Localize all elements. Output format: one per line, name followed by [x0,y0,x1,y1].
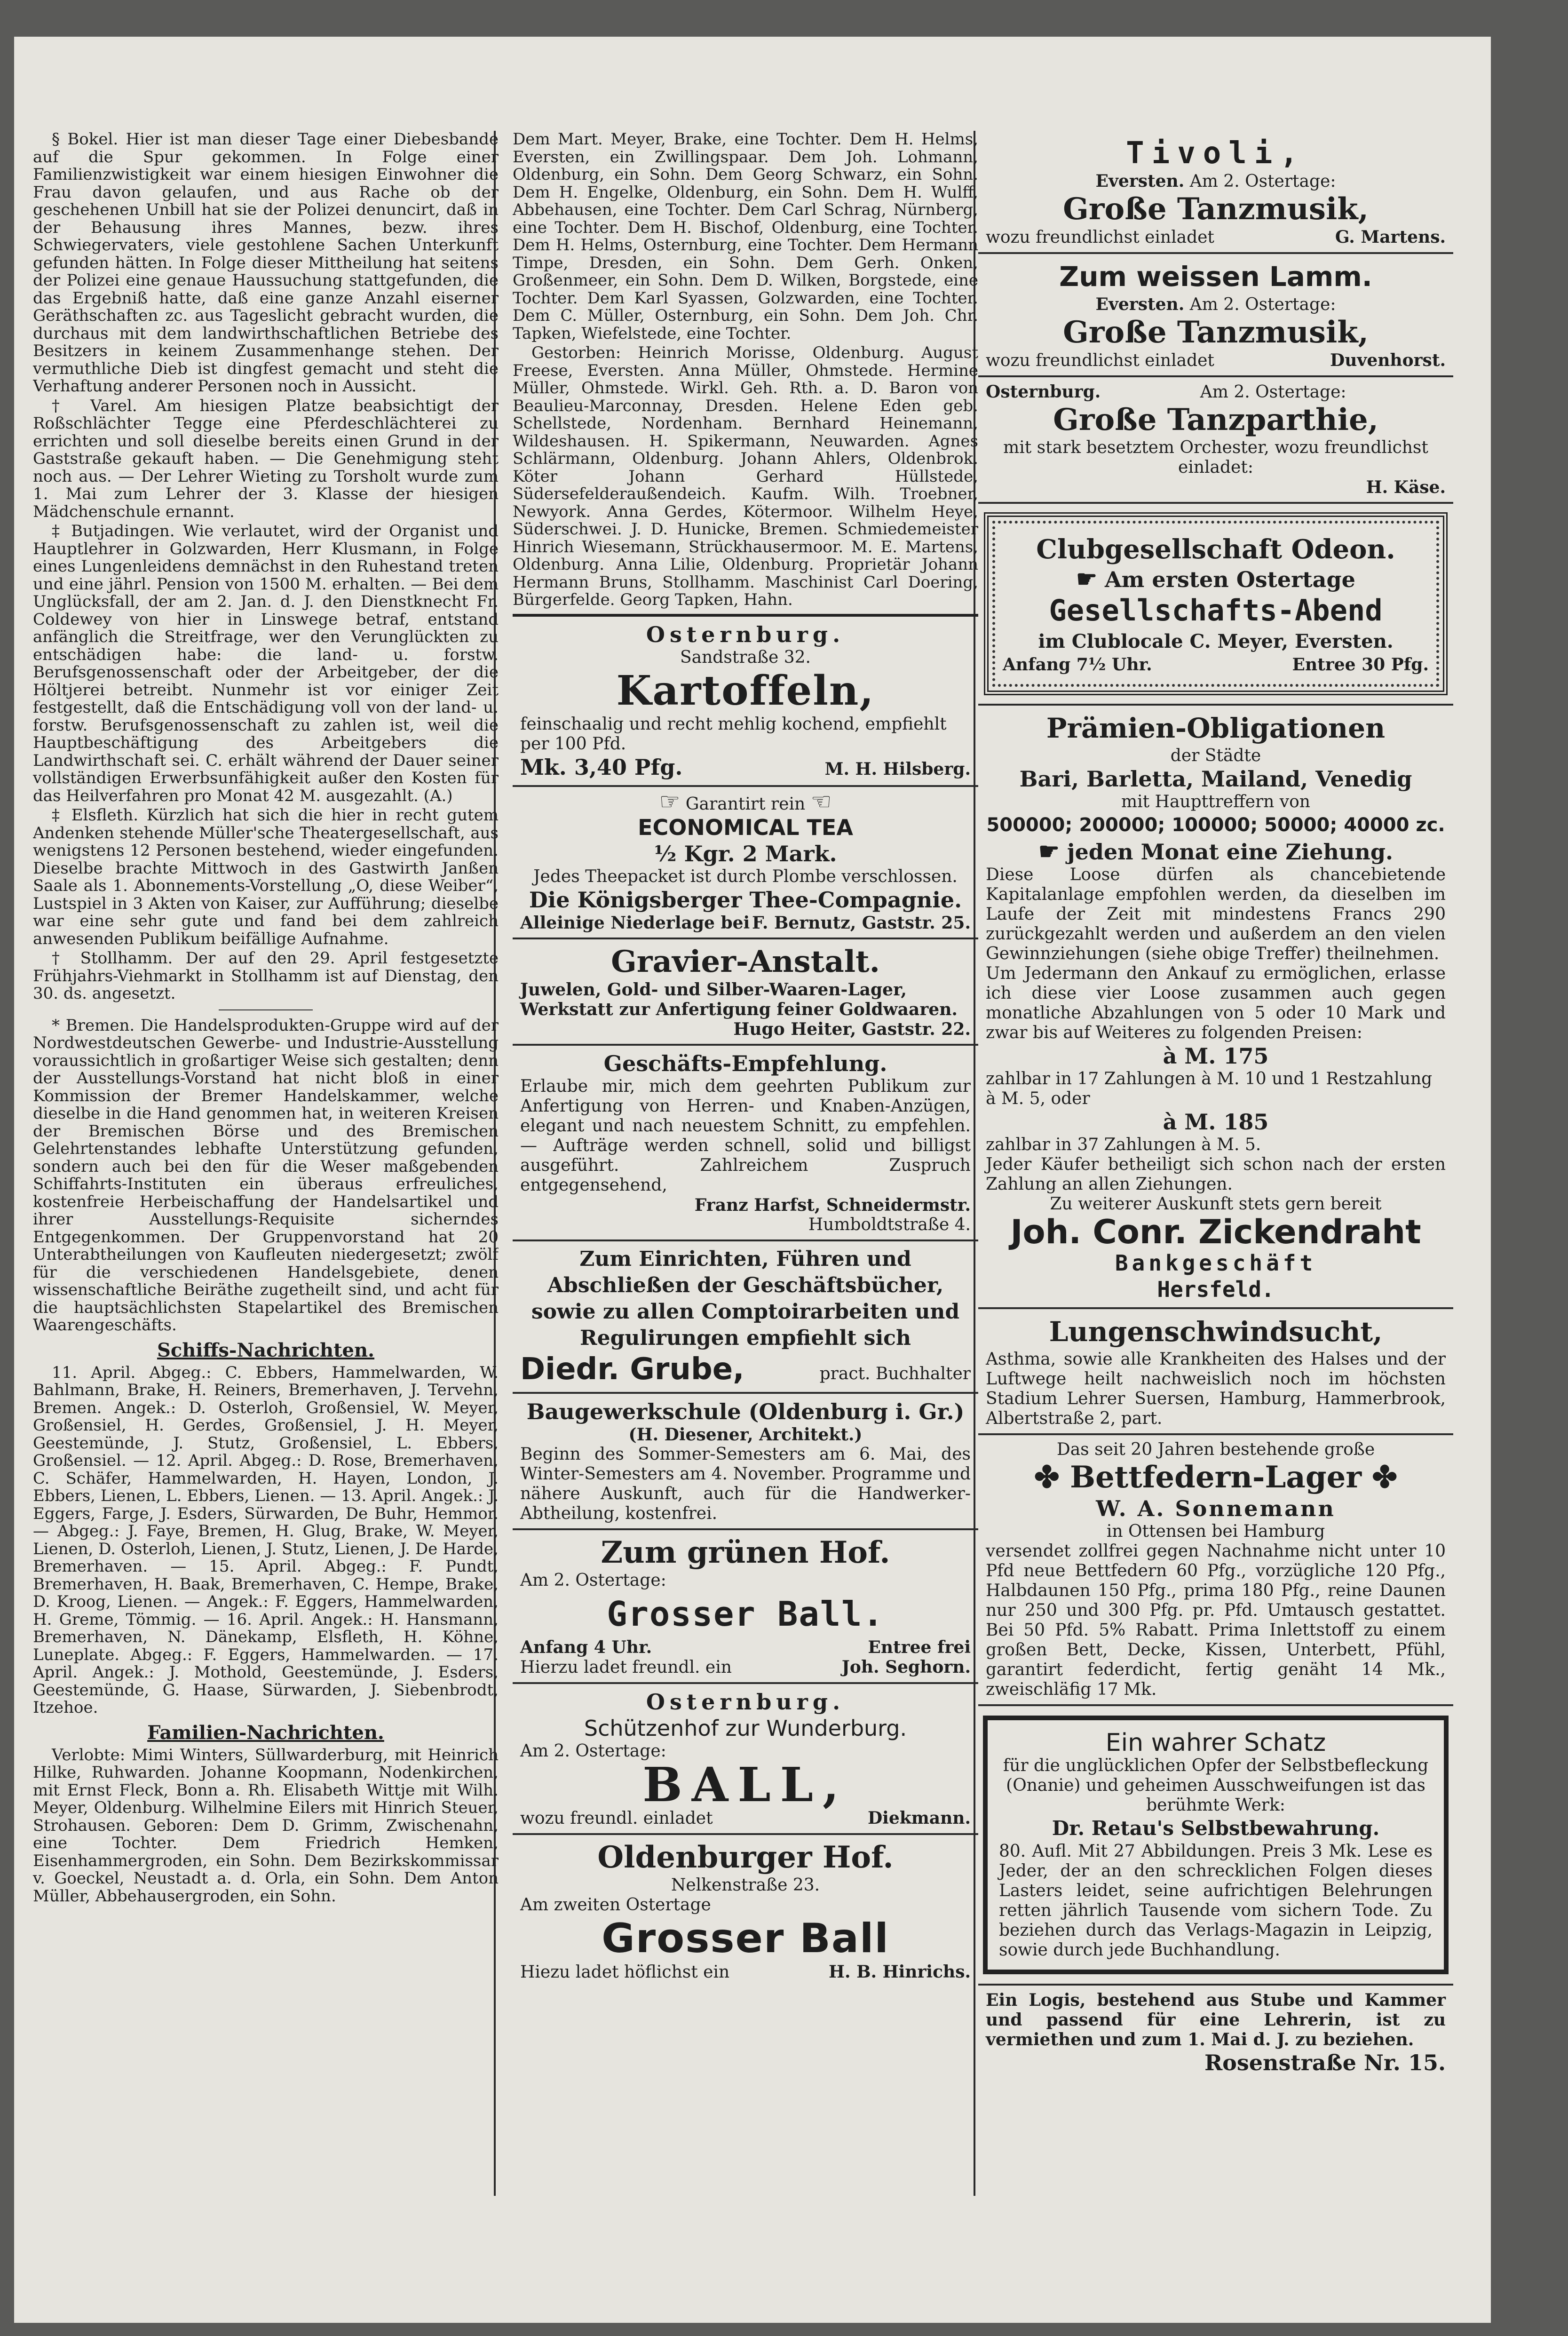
ad-wunderburg-event: BALL, [642,1756,848,1812]
ad-geschaefts-text: Erlaube mir, mich dem geehrten Publikum zur Anfertigung von Herren- und Knaben-Anzügen, elegant und nach neuestem Schnitt, zu empfehlen. — Aufträge werden schnell, solid und billigst ausgeführt. Zahlreichem Zuspruch entgegensehend, [520,1076,971,1195]
ad-wunderburg-name: Schützenhof zur Wunderburg. [584,1715,907,1741]
ad-tivoli-host: G. Martens. [1335,227,1446,247]
ad-gravier-text: Juwelen, Gold- und Silber-Waaren-Lager, Werkstatt zur Anfertigung feiner Goldwaaren. [520,979,958,1019]
ad-praemien [978,704,1453,1307]
ad-oldenburger-hof-date: Am zweiten Ostertage [520,1895,711,1915]
ad-title: Kartoffeln, [616,667,875,715]
ad-tea-company: Die Königsberger Thee-Compagnie. [529,887,962,913]
ad-grube-role: pract. Buchhalter [819,1364,971,1383]
ad-tanzparthie-place: Osternburg. [986,382,1101,402]
ad-lamm-title: Zum weissen Lamm. [1059,261,1372,293]
ad-gruener-hof-invite: Hierzu ladet freundl. ein [520,1657,732,1677]
ad-tea-qty: ½ Kgr. 2 Mark. [654,841,837,866]
shipping-news: 11. April. Abgeg.: C. Ebbers, Hammelwarden, W. Bahlmann, Brake, H. Reiners, Bremerhaven, J. Tervehn, Bremen. Angek.: D. Osterloh, Großensiel, W. Meyer, Großensiel, H. Gerdes, Großensiel, J. H. Meyer, Geestemünde, J. Stutz, Großensiel, L. Ebbers, Großensiel. — 12. April. Abgeg.: D. Rose, Bremerhaven, C. Schäfer, Hammelwarden, H. Hayen, London, J. Ebbers, Lienen, L. Ebbers, Lienen. — 13. April. Angek.: J. Eggers, Farge, J. Esders, Sürwarden, De Buhr, Hemmor. — Abgeg.: J. Faye, Bremen, H. Glug, Brake, W. Meyer, Lienen, D. Osterloh, Lienen, J. Stutz, Lienen, J. De Harde, Bremerhaven. — 15. April. Abgeg.: F. Pundt, Bremerhaven, H. Baak, Bremerhaven, C. Hempe, Brake, D. Kroog, Lienen. — Angek.: F. Eggers, Hammelwarden, H. Greme, Tömmig. — 16. April. Angek.: H. Hansmann, Bremerhaven, N. Dänekamp, Elsfleth, H. Köhne, Luneplate. Abgeg.: F. Eggers, Hammelwarden. — 17. April. Angek.: J. Mothold, Geestemünde, J. Esders, Geestemünde, G. Haase, Sürwarden, J. Siebenbrodt, Itzehoe. [33,1363,499,1717]
ad-praemien-text3: Jeder Käufer betheiligt sich schon nach der ersten Zahlung an allen Ziehungen. [986,1155,1446,1194]
ad-praemien-town: Hersfeld. [1157,1277,1275,1302]
ad-oldenburger-hof-host: H. B. Hinrichs. [829,1962,971,1982]
ad-odeon-title: Clubgesellschaft Odeon. [1036,534,1395,565]
ad-gravier-title: Gravier-Anstalt. [611,944,880,979]
ad-price: Mk. 3,40 Pfg. [520,754,683,780]
ad-odeon [978,502,1453,704]
ad-oldenburger-hof-event: Grosser Ball [602,1915,889,1962]
ad-tanzparthie-text: mit stark besetztem Orchester, wozu freundlichst einladet: [1003,438,1428,477]
ad-bettfedern-text: versendet zollfrei gegen Nachnahme nicht unter 10 Pfd neue Bettfedern 60 Pfg., vorzügliche 120 Pfg., Halbdaunen 150 Pfg., prima 180 Pfg., reine Daunen nur 250 und 300 Pfg. pr. Pfd. Umtausch gestattet. Bei 50 Pfd. 5% Rabatt. Prima Inlettstoff zu einem großen Bett, Decke, Kissen, Unterbett, Pfühl, garantirt federdicht, fertig genäht 14 Mk., zweischläfig 17 Mk. [986,1541,1446,1699]
ad-tanzparthie-event: Große Tanzparthie, [1053,402,1378,437]
ad-logis-text: Ein Logis, bestehend aus Stube und Kammer und passend für eine Lehrerin, ist zu vermiethen und zum 1. Mai d. J. zu beziehen. [986,1990,1446,2050]
ad-bettfedern-owner: W. A. Sonnemann [1096,1496,1336,1521]
ad-bettfedern-title: Bettfedern-Lager [1069,1460,1362,1495]
ad-logis [978,1984,1453,2081]
ad-gruener-hof-event: Grosser Ball. [607,1594,884,1634]
ad-tea [513,785,978,938]
right-column [978,131,1453,2081]
ad-grube [513,1240,978,1392]
ad-praemien-amounts: 500000; 200000; 100000; 50000; 40000 zc. [986,814,1445,836]
middle-column [513,131,978,1987]
deaths: Gestorben: Heinrich Morisse, Oldenburg. August Freese, Eversten. Anna Müller, Ohmstede. Hermine Müller, Ohmstede. Wirkl. Geh. Rth. a. D. Baron von Beaulieu-Marconnay, Dresden. Helene Eden geb. Schellstede, Nordenham. Bernhard Heinemann, Wildeshausen. H. Spikermann, Neuwarden. Agnes Schlärmann, Oldenburg. Johann Ahlers, Oldenbrok. Köter Johann Gerhard Hüllstede, Südersefelderaußendeich. Kaufm. Wilh. Troebner, Newyork. Anna Gerdes, Kötermoor. Wilhelm Heye, Süderschwei. J. D. Hunicke, Bremen. Schmiedemeister Hinrich Wiesemann, Strückhausermoor. M. E. Martens, Oldenburg. Anna Lilie, Oldenburg. Proprietär Johann Hermann Bruns, Stollhamm. Maschinist Carl Doering, Bürgerfelde. Georg Tapken, Hahn. [513,343,978,609]
ad-baugewerk-sub: (H. Diesener, Architekt.) [628,1424,863,1445]
ad-wunderburg-place: Osternburg. [646,1689,845,1715]
ad-schatz-box [983,1716,1449,1974]
ad-baugewerkschule [513,1392,978,1528]
ad-tanzparthie [978,375,1453,502]
ad-geschaefts-title: Geschäfts-Empfehlung. [603,1050,887,1076]
ad-praemien-terms1: zahlbar in 17 Zahlungen à M. 10 und 1 Restzahlung à M. 5, oder [986,1069,1433,1108]
ad-gruener-hof-host: Joh. Seghorn. [841,1657,971,1677]
pointing-hand-icon: ☜ [810,787,832,815]
ad-baugewerk-text: Beginn des Sommer-Semesters am 6. Mai, des Winter-Semesters am 4. November. Programme und nähere Auskunft, auch für die Handwerker-Abtheilung, kostenfrei. [520,1444,971,1523]
ad-schatz-book: Dr. Retau's Selbstbewahrung. [1052,1817,1380,1840]
ad-tanzparthie-host: H. Käse. [1366,477,1446,497]
pointing-hand-icon: ☛ [1038,837,1060,865]
ad-logis-address: Rosenstraße Nr. 15. [1204,2050,1446,2075]
family-news-continued: Dem Mart. Meyer, Brake, eine Tochter. Dem H. Helms, Eversten, ein Zwillingspaar. Dem Joh. Lohmann, Oldenburg, ein Sohn. Dem Georg Schwarz, ein Sohn. Dem H. Engelke, Oldenburg, ein Sohn. Dem H. Wulff, Abbehausen, eine Tochter. Dem Carl Schrag, Nürnberg, eine Tochter. Dem H. Bischof, Oldenburg, eine Tochter. Dem H. Helms, Osternburg, eine Tochter. Dem Hermann Timpe, Dresden, ein Sohn. Dem Gerh. Onken, Großenmeer, ein Sohn. Dem D. Wilken, Borgstede, eine Tochter. Dem Karl Syassen, Golzwarden, eine Tochter. Dem C. Müller, Osternburg, ein Sohn. Dem Joh. Chr. Tapken, Wiefelstede, eine Tochter. [513,131,978,343]
ad-lamm-place: Eversten. [1095,294,1185,314]
section-heading-familien: Familien-Nachrichten. [147,1721,384,1744]
ad-odeon-entry: Entree 30 Pfg. [1292,655,1429,675]
ad-praemien-sub: der Städte [1170,746,1261,765]
ad-tea-agency: Alleinige Niederlage bei [520,913,750,933]
ad-praemien-price1: à M. 175 [1163,1043,1269,1069]
ad-praemien-banker: Joh. Conr. Zickendraht [1010,1213,1421,1251]
ad-tea-text: Jedes Theepacket ist durch Plombe verschlossen. [533,866,958,886]
ad-oldenburger-hof-invite: Hiezu ladet höflichst ein [520,1962,730,1982]
ad-bettfedern-since: Das seit 20 Jahren bestehende große [1056,1440,1375,1459]
ad-gruener-hof-date: Am 2. Ostertage: [520,1570,666,1590]
ad-geschaefts [513,1044,978,1240]
ad-wunderburg-invite: wozu freundl. einladet [520,1808,713,1828]
ad-lamm-date: Am 2. Ostertage: [1189,295,1336,314]
ad-praemien-text2: Um Jedermann den Ankauf zu ermöglichen, erlasse ich diese vier Loose zusammen auch gegen monatliche Abzahlungen von 5 oder 10 Mark und zwar bis auf Weiteres zu folgenden Preisen: [986,964,1446,1042]
ad-gruener-hof-entry: Entree frei [868,1637,971,1657]
ad-baugewerk-title: Baugewerkschule (Oldenburg i. Gr.) [526,1398,965,1424]
ad-tivoli-title: Tivoli, [1126,136,1306,171]
pointing-hand-icon: ☞ [659,787,681,815]
ad-lamm-host: Duvenhorst. [1330,350,1446,370]
article-butjadingen: ‡ Butjadingen. Wie verlautet, wird der Organist und Hauptlehrer in Golzwarden, Herr Klusmann, in Folge eines Lungenleidens demnächst in den Ruhestand treten und eine jährl. Pension von 1500 M. erhalten. — Bei dem Unglücksfall, der am 2. Jan. d. J. den Dienstknecht Fr. Coldewey von hier in Linswege betraf, entstand anfänglich die Streitfrage, wer den Verunglückten zu entschädigen habe: die land- u. forstw. Berufsgenossenschaft oder der Arbeitgeber, der die Höltjerei betreibt. Nunmehr ist vor einiger Zeit festgestellt, daß die Entschädigung voll von der land- u. forstw. Berufsgenossenschaft zu zahlen ist, weil die Hauptbeschäftigung des Arbeitgebers die Landwirthschaft sei. C. erhält während der Dauer seiner vollständigen Erwerbsunfähigkeit außer den Kosten für das Heilverfahren pro Monat 42 M. ausgezahlt. (A.) [33,522,499,805]
ad-tivoli-date: Am 2. Ostertage: [1189,172,1336,191]
ad-geschaefts-address: Humboldtstraße 4. [808,1215,971,1234]
ad-lungen-title: Lungenschwindsucht, [1049,1316,1383,1348]
left-column [33,131,499,1907]
ad-gravier [513,938,978,1044]
ad-praemien-bank: Bankgeschäft [1115,1250,1317,1276]
ad-praemien-text1: Diese Loose dürfen als chancebietende Kapitalanlage empfohlen werden, da dieselben im Laufe der Zeit mit mindestens Francs 290 zurückgezahlt werden und außerdem an den vielen Gewinnziehungen (siehe obige Treffer) theilnehmen. [986,865,1446,963]
ad-praemien-terms2: zahlbar in 37 Zahlungen à M. 5. [986,1135,1261,1154]
ad-gravier-signer: Hugo Heiter, Gaststr. 22. [733,1019,971,1039]
ad-grube-text: Zum Einrichten, Führen und Abschließen der Geschäftsbücher, sowie zu allen Comptoirarbeiten und Regulirungen empfiehlt sich [531,1247,960,1350]
ad-tivoli-event: Große Tanzmusik, [1063,191,1369,227]
article-bremen: * Bremen. Die Handelsprodukten-Gruppe wird auf der Nordwestdeutschen Gewerbe- und Industrie-Ausstellung voraussichtlich in großartiger Weise sich gestalten; denn der Ausstellungs-Vorstand hat nicht bloß in einer Kommission der Bremer Handelskammer, welche dieselbe in die Hand genommen hat, in weiteren Kreisen der Bremischen Börse und des Bremischen Gelehrtenstandes lebhafte Unterstützung gefunden, sondern auch bei den für die Weser maßgebenden Schiffahrts-Instituten ein überaus erfreuliches, kostenfreie Herbeischaffung der Handelsartikel und ihrer Ausstellungs-Requisite sicherndes Entgegenkommen. Der Gruppenvorstand hat 20 Unterabtheilungen von Kaufleuten niedergesetzt; zwölf für die verschiedenen Handelsgebiete, denen wissenschaftliche Beiräthe zugetheilt sind, und acht für die hauptsächlichsten Stapelartikel des Bremischen Waarengeschäfts. [33,1016,499,1335]
article-elsfleth: ‡ Elsfleth. Kürzlich hat sich die hier in recht gutem Andenken stehende Müller'sche Theatergesellschaft, aus wenigstens 12 Personen bestehend, wieder eingefunden. Dieselbe brachte Mittwoch in des Gastwirth Janßen Saale als 1. Abonnements-Vorstellung „O, diese Weiber“, Lustspiel in 3 Akten von Kaiser, zur Aufführung; dieselbe war eine sehr gute und fand bei dem zahlreich anwesenden Publikum beifällige Aufnahme. [33,806,499,948]
ad-odeon-location: im Clublocale C. Meyer, Eversten. [1038,630,1394,652]
ad-gruener-hof-title: Zum grünen Hof. [601,1534,890,1570]
ad-tivoli-place: Eversten. [1095,171,1185,191]
pointing-hand-icon: ☛ [1076,565,1097,593]
newspaper-page [14,37,1491,2323]
ad-tea-agent: F. Bernutz, Gaststr. 25. [752,913,971,933]
ad-weisses-lamm [978,252,1453,375]
ad-place: Osternburg. [646,621,845,647]
ad-lamm-event: Große Tanzmusik, [1063,315,1369,350]
ad-schatz-text2: 80. Aufl. Mit 27 Abbildungen. Preis 3 Mk. Lese es Jeder, der an den schrecklichen Folgen dieses Lasters leidet, seine aufrichtigen Belehrungen retten jährlich Tausende vom sichern Tode. Zu beziehen durch das Verlags-Magazin in Leipzig, sowie durch jede Buchhandlung. [999,1842,1433,1960]
ad-grube-name: Diedr. Grube, [520,1351,744,1387]
ad-oldenburger-hof-title: Oldenburger Hof. [597,1839,894,1875]
article-stollhamm: † Stollhamm. Der auf den 29. April festgesetzte Frühjahrs-Viehmarkt in Stollhamm ist auf Dienstag, den 30. ds. angesetzt. [33,949,499,1003]
ad-lungen-text: Asthma, sowie alle Krankheiten des Halses und der Luftwege heilt nachweislich noch im höchsten Stadium Lehrer Suersen, Hamburg, Hammerbrook, Albertstraße 2, part. [986,1350,1446,1428]
ad-wunderburg [513,1682,978,1833]
ad-lamm-invite: wozu freundlichst einladet [986,351,1214,370]
ad-tea-garantirt: Garantirt rein [685,794,806,814]
ad-praemien-cities: Bari, Barletta, Mailand, Venedig [1019,766,1412,792]
ad-gruener-hof-start: Anfang 4 Uhr. [520,1637,652,1657]
ad-lungen [978,1307,1453,1433]
article-bokel: § Bokel. Hier ist man dieser Tage einer Diebesbande auf die Spur gekommen. In Folge einer Familienzwistigkeit war einem hiesigen Einwohner die Frau davon gelaufen, und aus Rache ob der geschehenen Unbill hat sie der Polizei denuncirt, daß in der Behausung ihres Mannes, bezw. ihres Schwiegervaters, viele gestohlene Sachen Unterkunft gefunden hätten. In Folge dieser Mittheilung hat seitens der Polizei eine genaue Haussuchung stattgefunden, die das Ergebniß hatte, daß eine ganze Anzahl eiserner Geräthschaften zc. aus Tageslicht gebracht wurden, die durchaus mit dem landwirthschaftlichen Betriebe des Besitzers in keinem Zusammenhange stehen. Der vermuthliche Dieb ist dingfest gemacht und steht die Verhaftung anderer Personen noch in Aussicht. [33,131,499,396]
ad-schatz-text1: für die unglücklichen Opfer der Selbstbefleckung (Onanie) und geheimen Ausschweifungen ist das berühmte Werk: [1003,1756,1429,1815]
clover-ornament-icon: ✤ [1034,1460,1060,1495]
ad-tivoli-invite: wozu freundlichst einladet [986,228,1214,247]
section-heading-schiffs: Schiffs-Nachrichten. [157,1339,375,1361]
ornamental-frame [984,512,1448,695]
ad-odeon-event: Gesellschafts-Abend [1049,593,1383,628]
divider [219,1009,313,1010]
article-varel: † Varel. Am hiesigen Platze beabsichtigt der Roßschlächter Tegge eine Pferdeschlächterei zu errichten und soll dieselbe bereits einen Grund in der Gaststraße gekauft haben. — Die Genehmigung steht noch aus. — Der Lehrer Wieting zu Torsholt wurde zum 1. Mai zum Lehrer der 3. Klasse der hiesigen Mädchenschule ernannt. [33,396,499,521]
ad-signer: M. H. Hilsberg. [824,759,971,779]
ad-schatz-title: Ein wahrer Schatz [1105,1729,1326,1757]
ad-tea-name: ECONOMICAL TEA [638,814,853,840]
ad-praemien-monthly: jeden Monat eine Ziehung. [1067,839,1394,865]
ad-praemien-price2: à M. 185 [1163,1109,1269,1135]
family-news: Verlobte: Mimi Winters, Süllwarderburg, mit Heinrich Hilke, Ruhwarden. Johanne Koopmann, Nodenkirchen, mit Ernst Fleck, Bonn a. Rh. Elisabeth Wittje mit Wilh. Meyer, Oldenburg. Wilhelmine Eilers mit Hinrich Steuer, Strohausen. Geboren: Dem D. Grimm, Zwischenahn, eine Tochter. Dem Friedrich Hemken, Eisenhammergroden, ein Sohn. Dem Bezirkskommissar v. Goeckel, Neustadt a. d. Orla, ein Sohn. Dem Anton Müller, Abbehausergroden, ein Sohn. [33,1745,499,1906]
ad-praemien-title: Prämien-Obligationen [1046,712,1386,744]
ad-oldenburger-hof [513,1833,978,1987]
ad-kartoffeln [513,614,978,785]
ad-tivoli [978,131,1453,252]
ad-schatz [978,1704,1453,1984]
ad-praemien-text4: Zu weiterer Auskunft stets gern bereit [1050,1194,1382,1214]
ad-oldenburger-hof-street: Nelkenstraße 23. [671,1875,820,1895]
ad-bettfedern [978,1433,1453,1704]
ad-praemien-with: mit Haupttreffern von [1121,792,1310,811]
ad-odeon-date: Am ersten Ostertage [1104,567,1355,592]
clover-ornament-icon: ✤ [1372,1460,1397,1495]
ad-geschaefts-signer: Franz Harfst, Schneidermstr. [694,1195,971,1215]
ad-bettfedern-place: in Ottensen bei Hamburg [1106,1522,1325,1541]
ad-gruener-hof [513,1528,978,1682]
ad-text: feinschaalig und recht mehlig kochend, empfiehlt per 100 Pfd. [520,714,947,754]
ad-street: Sandstraße 32. [680,647,811,667]
ad-wunderburg-date: Am 2. Ostertage: [520,1741,666,1761]
ad-tanzparthie-date: Am 2. Ostertage: [1200,382,1346,402]
ad-odeon-start: Anfang 7½ Uhr. [1003,655,1152,675]
ad-wunderburg-host: Diekmann. [867,1808,971,1828]
